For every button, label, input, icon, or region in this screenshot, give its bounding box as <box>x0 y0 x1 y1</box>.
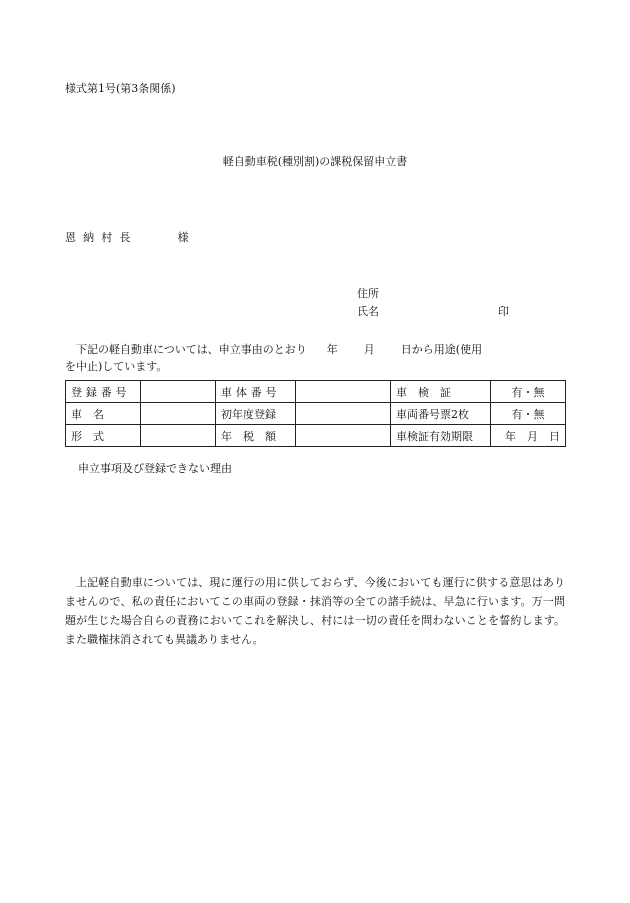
intro-month: 月 <box>363 343 375 356</box>
vehicle-table <box>65 380 566 447</box>
addressee <box>65 231 189 245</box>
form-number: 様式第1号(第3条関係) <box>65 82 176 95</box>
value-model <box>141 425 216 447</box>
value-body-number <box>296 381 391 403</box>
seal-label: 印 <box>498 305 509 318</box>
intro-line-1 <box>65 343 482 357</box>
intro-suffix: 日から用途(使用 <box>400 343 483 356</box>
label-model: 形 式 <box>66 425 141 447</box>
label-first-registration: 初年度登録 <box>216 403 296 425</box>
label-vehicle-name: 車 名 <box>66 403 141 425</box>
label-annual-tax: 年 税 額 <box>216 425 296 447</box>
value-annual-tax <box>296 425 391 447</box>
intro-prefix: 下記の軽自動車については、申立事由のとおり <box>76 343 307 356</box>
label-registration-number: 登録番号 <box>66 381 141 403</box>
intro-year: 年 <box>326 343 338 356</box>
table-row <box>66 425 566 447</box>
value-certificate-expiry: 年 月 日 <box>491 425 566 447</box>
table-row <box>66 403 566 425</box>
reason-heading: 申立事項及び登録できない理由 <box>78 462 232 475</box>
addressee-name: 恩納村長 <box>65 231 138 244</box>
label-certificate-expiry: 車検証有効期限 <box>391 425 491 447</box>
value-vehicle-name <box>141 403 216 425</box>
addressee-honorific: 様 <box>177 231 189 244</box>
label-inspection-certificate: 車 検 証 <box>391 381 491 403</box>
value-registration-number <box>141 381 216 403</box>
address-label: 住所 <box>357 287 379 300</box>
document-title: 軽自動車税(種別割)の課税保留申立書 <box>222 155 408 168</box>
value-first-registration <box>296 403 391 425</box>
intro-line-2: を中止)しています。 <box>65 360 168 373</box>
name-label: 氏名 <box>357 305 379 318</box>
table-row <box>66 381 566 403</box>
label-body-number: 車体番号 <box>216 381 296 403</box>
value-plates: 有・無 <box>491 403 566 425</box>
pledge-paragraph: 上記軽自動車については、現に運行の用に供しておらず、今後においても運行に供する意思はありませんので、私の責任においてこの車両の登録・抹消等の全ての諸手続は、早急に行います。万一問題が生じた場合自らの責務においてこれを解決し、村には一切の責任を問わないことを誓約します。また職権抹消されても異議ありません。 <box>65 576 565 646</box>
value-inspection-certificate: 有・無 <box>491 381 566 403</box>
label-plates: 車両番号票2枚 <box>391 403 491 425</box>
